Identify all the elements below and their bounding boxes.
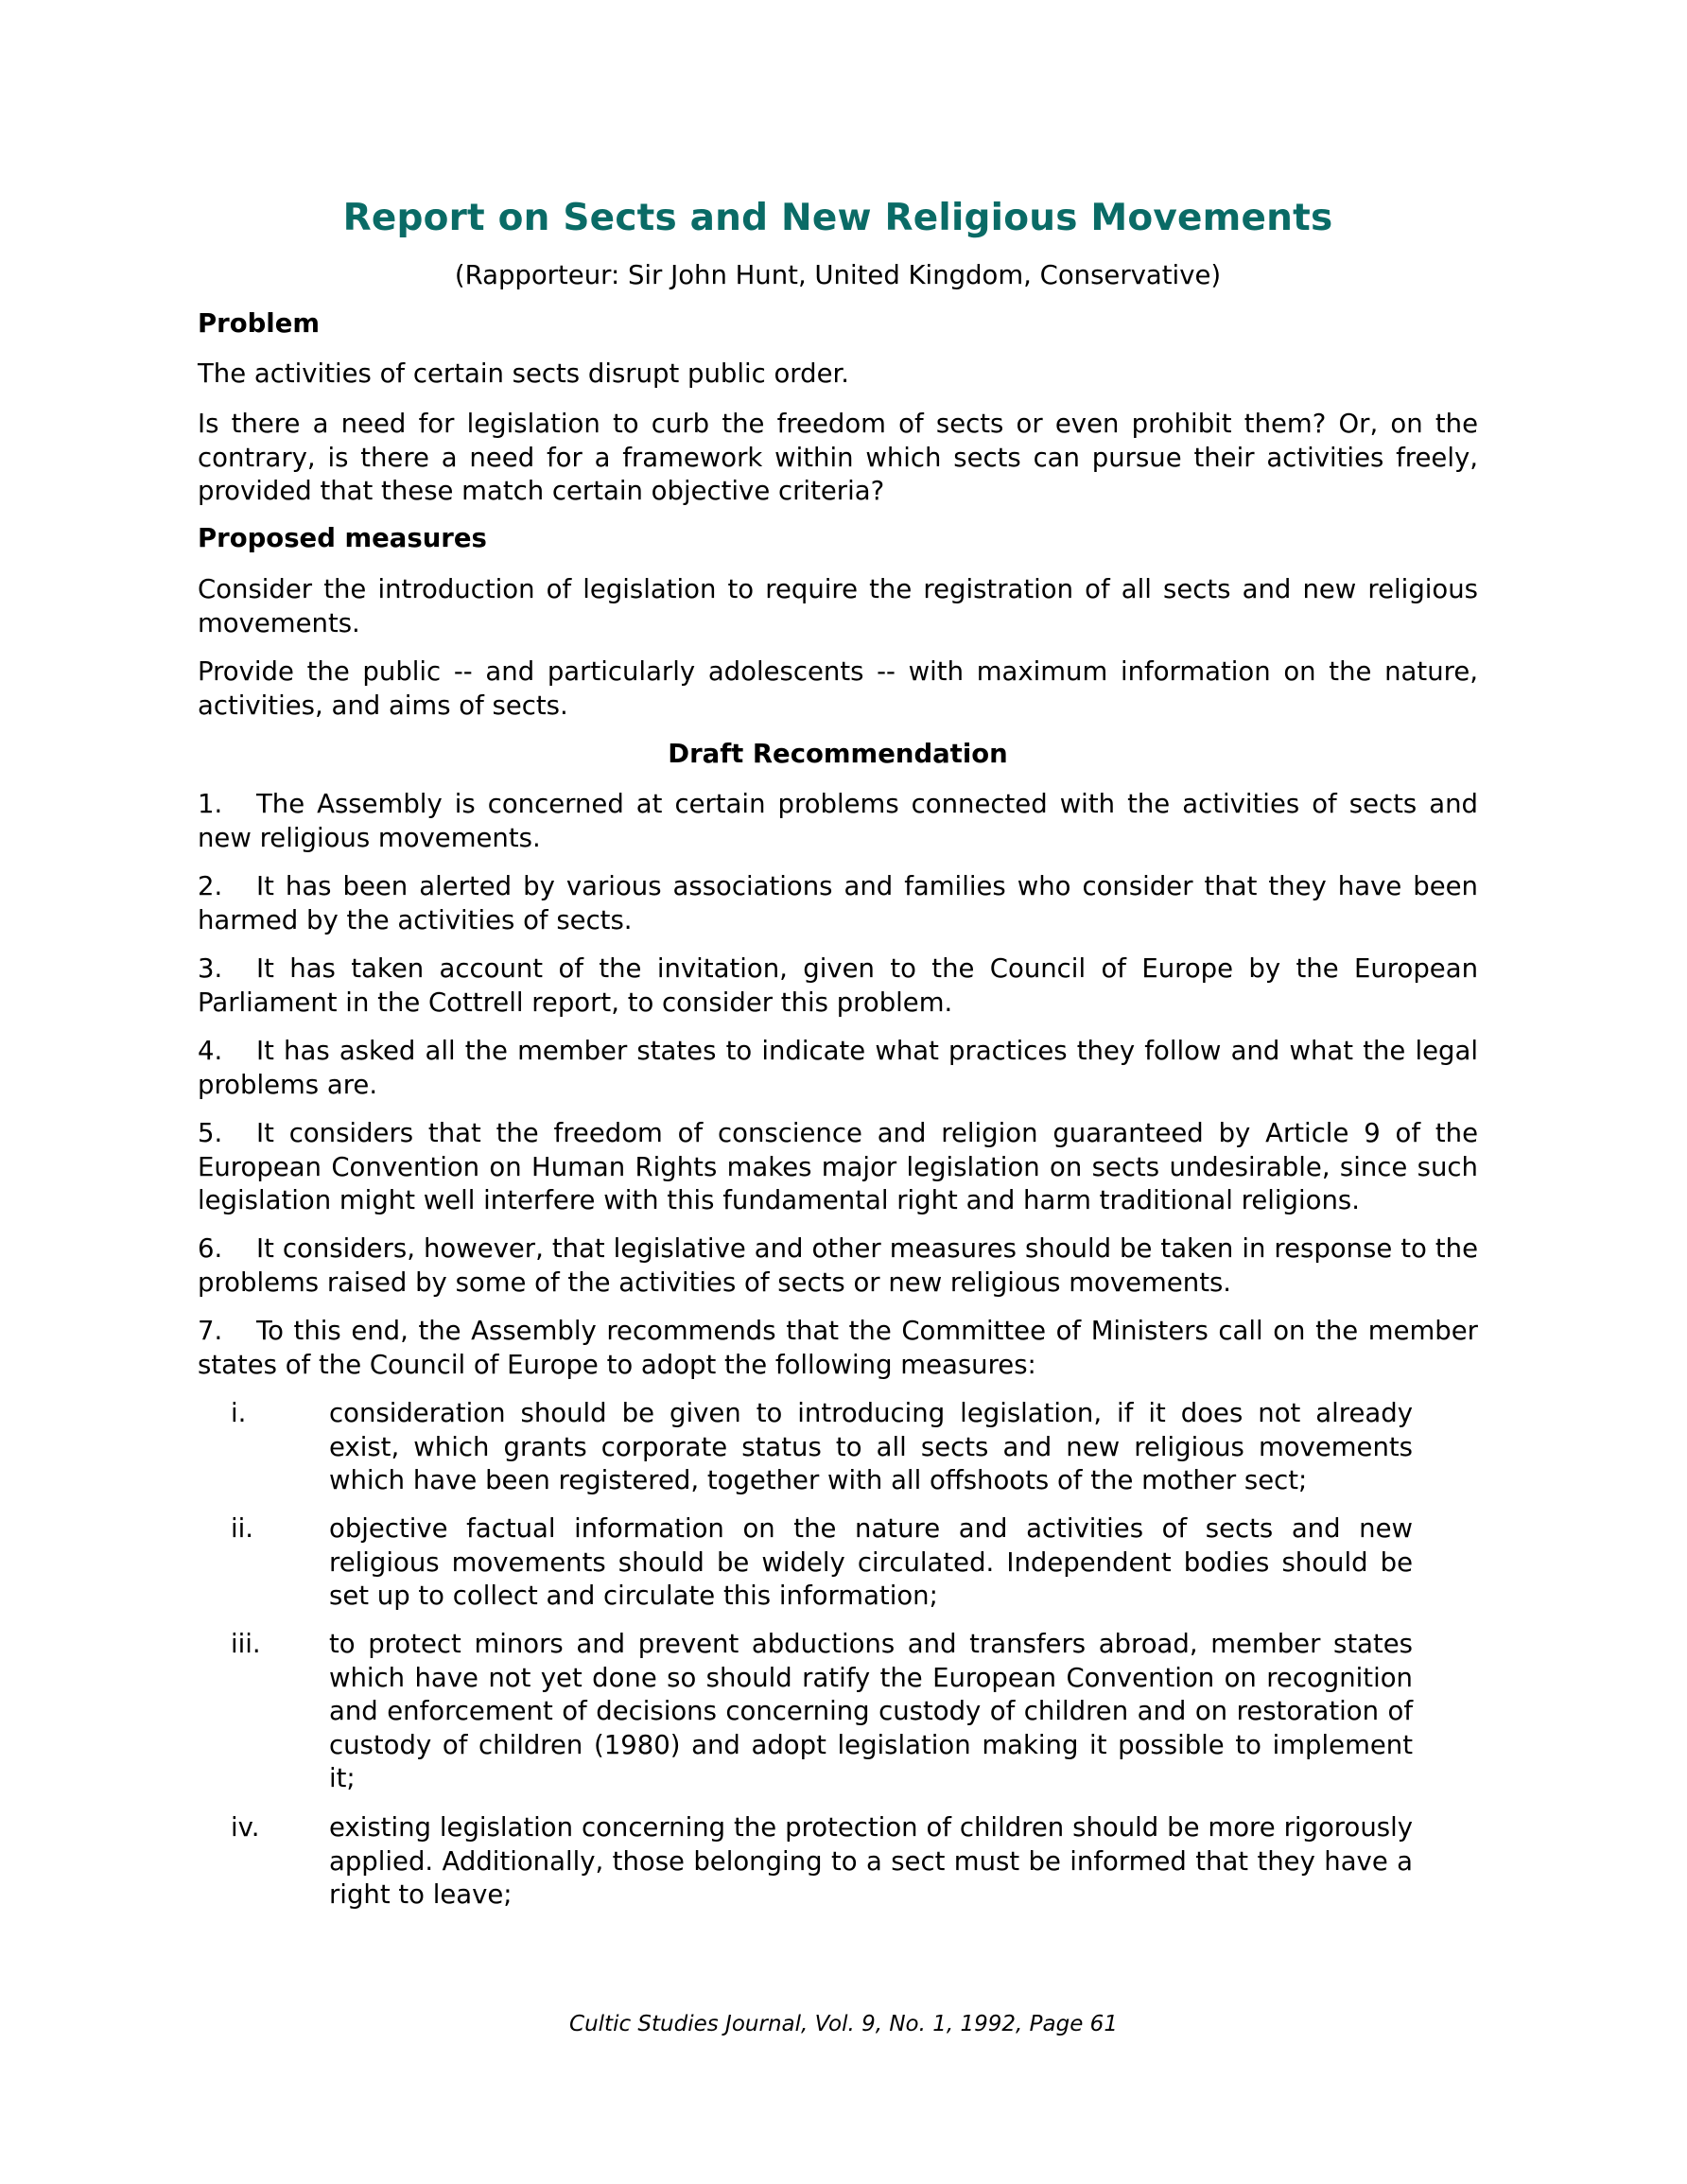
- measure-marker: iv.: [231, 1812, 260, 1843]
- measure-item-iv: [231, 1811, 1413, 1913]
- item-text: It has been alerted by various associations and families who consider that they have been harmed by the activities of sects.: [198, 871, 1478, 935]
- measure-text: objective factual information on the nature and activities of sects and new religious movements should be widely circulated. Independent bodies should be set up to collect and circulate this information;: [329, 1513, 1413, 1611]
- draft-recommendation-heading: Draft Recommendation: [668, 739, 1008, 769]
- item-text: The Assembly is concerned at certain problems connected with the activities of sects and new religious movements.: [198, 789, 1478, 853]
- problem-paragraph-1: The activities of certain sects disrupt public order.: [198, 358, 850, 389]
- measure-item-iii: [231, 1628, 1413, 1796]
- recommendation-item-4: [198, 1035, 1478, 1102]
- problem-paragraph-2: Is there a need for legislation to curb the freedom of sects or even prohibit them? Or, on the contrary, is there a need for a framework within which sects can pursue their activities freely, provided that these match certain objective criteria?: [198, 409, 1478, 506]
- measure-item-ii: [231, 1512, 1413, 1614]
- measure-text: existing legislation concerning the protection of children should be more rigorously applied. Additionally, those belonging to a sect must be informed that they have a right to leave;: [329, 1812, 1413, 1910]
- problem-heading: Problem: [198, 308, 321, 339]
- item-number: 4.: [198, 1036, 223, 1066]
- measure-text: consideration should be given to introducing legislation, if it does not already exist, which grants corporate status to all sects and new religious movements which have been registered, together with all offshoots of the mother sect;: [329, 1398, 1413, 1495]
- item-number: 2.: [198, 871, 223, 901]
- item-text: It has taken account of the invitation, given to the Council of Europe by the European Parliament in the Cottrell report, to consider this problem.: [198, 953, 1478, 1018]
- recommendation-item-2: [198, 870, 1478, 937]
- item-number: 6.: [198, 1233, 223, 1264]
- measure-text: to protect minors and prevent abductions and transfers abroad, member states which have not yet done so should ratify the European Convention on recognition and enforcement of decisions concerning custody of children and on restoration of custody of children (1980) and adopt legislation making it possible to implement it;: [329, 1629, 1413, 1793]
- recommendation-item-3: [198, 952, 1478, 1020]
- item-text: It considers, however, that legislative and other measures should be taken in response to the problems raised by some of the activities of sects or new religious movements.: [198, 1233, 1478, 1298]
- proposed-measures-paragraph-2: Provide the public -- and particularly adolescents -- with maximum information on the nature, activities, and aims of sects.: [198, 656, 1478, 721]
- recommendation-item-5: [198, 1117, 1478, 1218]
- document-subtitle: (Rapporteur: Sir John Hunt, United Kingdom, Conservative): [454, 260, 1222, 290]
- measure-marker: i.: [231, 1398, 247, 1428]
- item-text: To this end, the Assembly recommends that the Committee of Ministers call on the member states of the Council of Europe to adopt the following measures:: [198, 1316, 1478, 1380]
- item-number: 3.: [198, 953, 223, 984]
- recommendation-item-7: [198, 1315, 1478, 1382]
- recommendation-item-6: [198, 1232, 1478, 1300]
- measure-marker: ii.: [231, 1513, 254, 1544]
- item-number: 7.: [198, 1316, 223, 1346]
- item-number: 5.: [198, 1118, 223, 1148]
- proposed-measures-heading: Proposed measures: [198, 523, 487, 553]
- item-text: It considers that the freedom of conscience and religion guaranteed by Article 9 of the European Convention on Human Rights makes major legislation on sects undesirable, since such legislation might well interfere with this fundamental right and harm traditional religions.: [198, 1118, 1478, 1215]
- document-title: Report on Sects and New Religious Movements: [342, 197, 1333, 239]
- journal-footer: Cultic Studies Journal, Vol. 9, No. 1, 1992, Page 61: [569, 2012, 1118, 2036]
- proposed-measures-paragraph-1: Consider the introduction of legislation to require the registration of all sects and new religious movements.: [198, 574, 1478, 638]
- measure-item-i: [231, 1397, 1413, 1498]
- item-number: 1.: [198, 789, 223, 819]
- measure-marker: iii.: [231, 1629, 261, 1659]
- recommendation-item-1: [198, 788, 1478, 855]
- item-text: It has asked all the member states to indicate what practices they follow and what the legal problems are.: [198, 1036, 1478, 1100]
